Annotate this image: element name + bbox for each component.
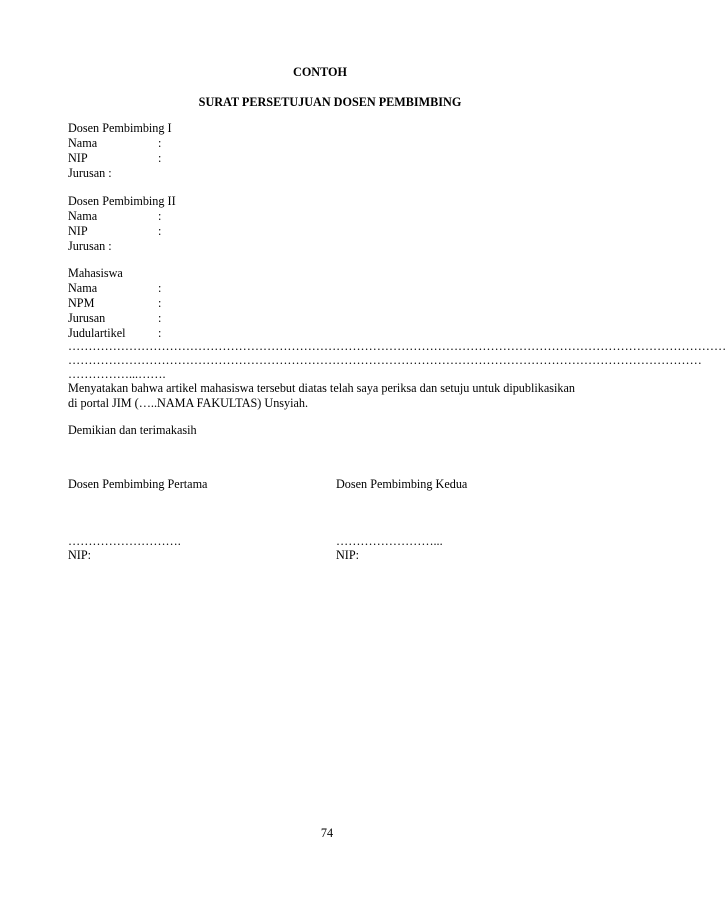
dosen2-jurusan-label: Jurusan : <box>68 239 112 253</box>
dosen1-nama-colon: : <box>158 136 162 150</box>
document-title: SURAT PERSETUJUAN DOSEN PEMBIMBING <box>198 95 462 109</box>
mahasiswa-judul-colon: : <box>158 326 162 340</box>
dosen1-nama-label: Nama <box>68 136 98 150</box>
dosen2-nip-colon: : <box>158 224 162 238</box>
mahasiswa-judul-label: Judulartikel <box>68 326 126 340</box>
signature-left-title: Dosen Pembimbing Pertama <box>68 477 208 491</box>
mahasiswa-heading: Mahasiswa <box>68 266 123 280</box>
signature-left-dots: ………………………. <box>68 534 181 548</box>
dosen2-nip-label: NIP <box>68 224 88 238</box>
dosen1-jurusan-label: Jurusan : <box>68 166 112 180</box>
dosen2-nama-label: Nama <box>68 209 98 223</box>
signature-right-nip: NIP: <box>336 548 360 562</box>
dosen1-nip-colon: : <box>158 151 162 165</box>
mahasiswa-jurusan-label: Jurusan <box>68 311 106 325</box>
dosen1-heading: Dosen Pembimbing I <box>68 121 172 135</box>
statement-line-1: Menyatakan bahwa artikel mahasiswa tersebut diatas telah saya periksa dan setuju untuk dipublikasikan <box>68 381 575 395</box>
statement-line-2: di portal JIM (…..NAMA FAKULTAS) Unsyiah. <box>68 396 309 410</box>
mahasiswa-jurusan-colon: : <box>158 311 162 325</box>
dosen1-nip-label: NIP <box>68 151 88 165</box>
closing-text: Demikian dan terimakasih <box>68 423 197 437</box>
dosen2-heading: Dosen Pembimbing II <box>68 194 176 208</box>
judul-dotted-line-3: ……………...……. <box>68 367 166 381</box>
mahasiswa-npm-colon: : <box>158 296 162 310</box>
mahasiswa-npm-label: NPM <box>68 296 95 310</box>
mahasiswa-nama-label: Nama <box>68 281 98 295</box>
signature-right-dots: ……………………... <box>336 534 443 548</box>
signature-left-nip: NIP: <box>68 548 92 562</box>
contoh-heading: CONTOH <box>293 65 347 79</box>
mahasiswa-nama-colon: : <box>158 281 162 295</box>
page-number: 74 <box>320 826 334 840</box>
judul-dotted-line-1: ……………………………………………………………………………………………………………………………………………… <box>68 339 726 353</box>
signature-right-title: Dosen Pembimbing Kedua <box>336 477 468 491</box>
dosen2-nama-colon: : <box>158 209 162 223</box>
judul-dotted-line-2: ………………………………………………………………………………………………………………………………………… <box>68 353 702 367</box>
